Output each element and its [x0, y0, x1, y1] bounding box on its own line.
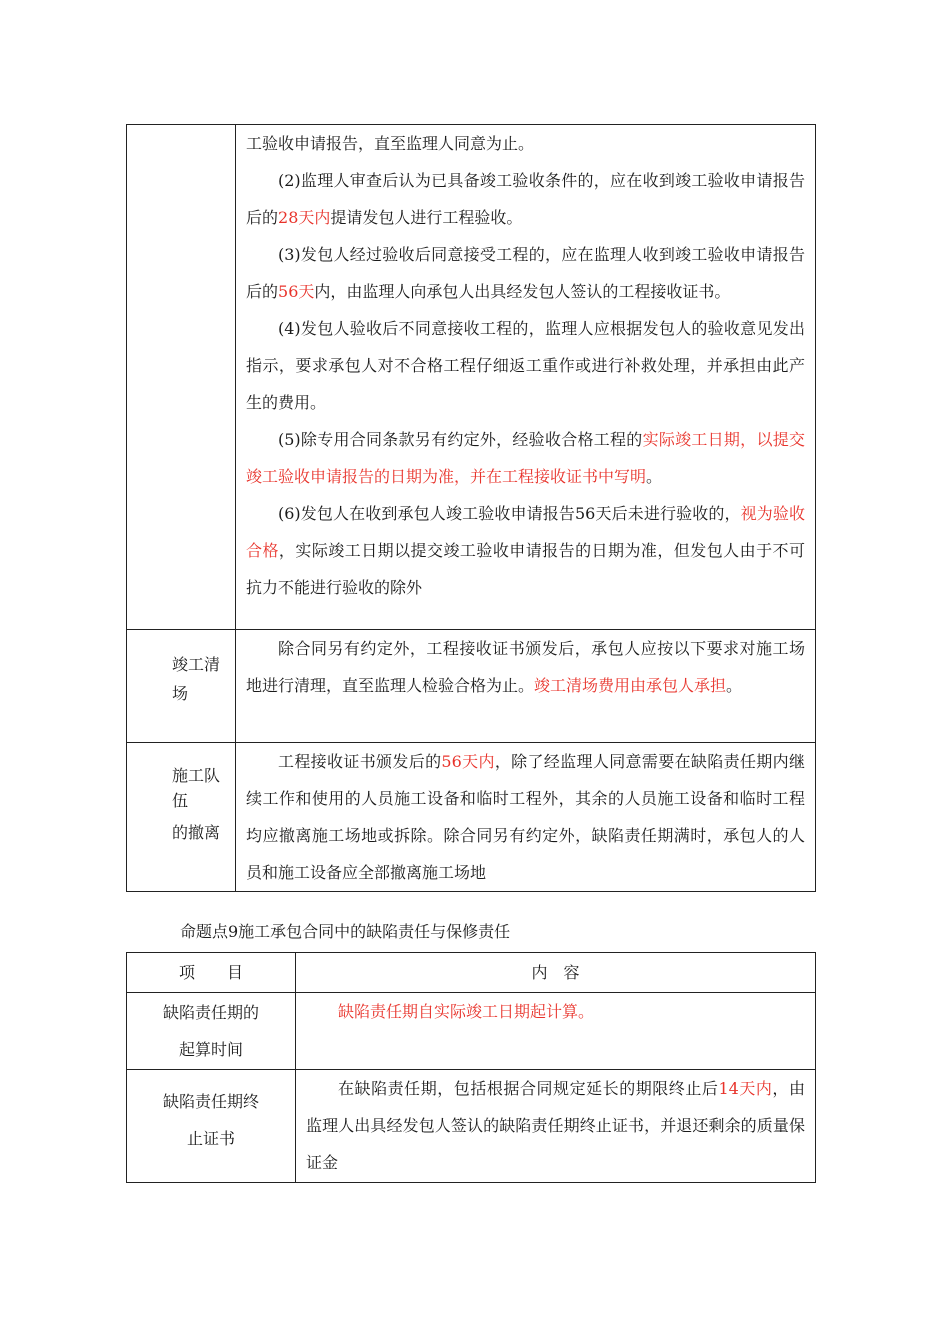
row-content-cell [236, 630, 816, 743]
header-item: 项 目 [127, 953, 296, 993]
paragraph [246, 421, 805, 495]
row-content-cell [296, 993, 816, 1070]
row-label-cell [127, 1070, 296, 1183]
row-content-cell [236, 743, 816, 892]
row-label-cell [127, 993, 296, 1070]
highlight-span: 实际竣工日期，以提交竣工验收申请报告的日期为准，并在工程接收证书中写明 [246, 430, 805, 486]
text-span: (2)监理人审查后认为已具备竣工验收条件的，应在收到竣工验收申请报告后的 [246, 171, 805, 227]
table-row [127, 743, 816, 892]
text-span: (6)发包人在收到承包人竣工验收申请报告56天后未进行验收的， [278, 504, 741, 523]
text-span: 工程接收证书颁发后的 [278, 752, 442, 771]
highlight-span: 视为验收合格 [246, 504, 805, 560]
highlight-span: 56天 [278, 282, 315, 301]
text-span: (5)除专用合同条款另有约定外，经验收合格工程的 [278, 430, 643, 449]
table-header-row [127, 953, 816, 993]
text-span: 除合同另有约定外，工程接收证书颁发后，承包人应按以下要求对施工场地进行清理，直至监理人检验合格为止。 [246, 639, 805, 695]
text-span: (3)发包人经过验收后同意接受工程的，应在监理人收到竣工验收申请报告后的 [246, 245, 805, 301]
row-label-cell [127, 125, 236, 630]
header-content: 内 容 [296, 953, 816, 993]
row-label: 缺陷责任期终 [162, 1092, 259, 1111]
text-span: 。 [726, 676, 743, 695]
section-caption: 命题点9施工承包合同中的缺陷责任与保修责任 [180, 922, 511, 941]
row-label: 场 [172, 684, 189, 703]
paragraph [246, 743, 805, 891]
contract-table-upper [126, 124, 816, 892]
row-label: 缺陷责任期的 [162, 1003, 259, 1022]
text-span: 。 [578, 1002, 595, 1021]
table-row [127, 1070, 816, 1183]
paragraph [246, 236, 805, 310]
table-row [127, 125, 816, 630]
highlight-span: 56天内 [441, 752, 495, 771]
row-label-cell [127, 630, 236, 743]
paragraph [246, 162, 805, 236]
highlight-span: 14天内 [718, 1079, 773, 1098]
table-row [127, 993, 816, 1070]
paragraph [246, 630, 805, 704]
highlight-span: 28天内 [278, 208, 331, 227]
text-span: 在缺陷责任期，包括根据合同规定延长的期限终止后 [338, 1079, 719, 1098]
paragraph [246, 495, 805, 606]
row-label: 的撤离 [172, 823, 221, 842]
highlight-span: 缺陷责任期自实际竣工日期起计算 [338, 1002, 579, 1021]
text-span: ，除了经监理人同意需要在缺陷责任期内继续工作和使用的人员施工设备和临时工程外，其余的人员施工设备和临时工程均应撤离施工场地或拆除。除合同另有约定外，缺陷责任期满时，承包人的人员和施工设备应全部撤离施工场地 [246, 752, 805, 882]
row-label: 伍 [172, 791, 189, 810]
row-content-cell [296, 1070, 816, 1183]
paragraph [306, 993, 805, 1030]
paragraph: 工验收申请报告，直至监理人同意为止。 [246, 134, 535, 153]
paragraph [306, 1070, 805, 1181]
table-row [127, 630, 816, 743]
row-label-cell [127, 743, 236, 892]
text-span: ，由监理人出具经发包人签认的缺陷责任期终止证书，并退还剩余的质量保证金 [306, 1079, 805, 1172]
highlight-span: 竣工清场费用由承包人承担 [534, 676, 727, 695]
text-span: 内，由监理人向承包人出具经发包人签认的工程接收证书。 [314, 282, 731, 301]
row-content-cell [236, 125, 816, 630]
row-label: 竣工清 [172, 655, 221, 674]
text-span: 提请发包人进行工程验收。 [330, 208, 523, 227]
text-span: ，实际竣工日期以提交竣工验收申请报告的日期为准，但发包人由于不可抗力不能进行验收的除外 [246, 541, 805, 597]
row-label: 施工队 [172, 766, 221, 785]
paragraph: (4)发包人验收后不同意接收工程的，监理人应根据发包人的验收意见发出指示，要求承包人对不合格工程仔细返工重作或进行补救处理，并承担由此产生的费用。 [246, 319, 805, 412]
row-label: 止证书 [186, 1129, 235, 1148]
text-span: 。 [646, 467, 663, 486]
row-label: 起算时间 [178, 1040, 243, 1059]
defect-liability-table [126, 952, 816, 1183]
